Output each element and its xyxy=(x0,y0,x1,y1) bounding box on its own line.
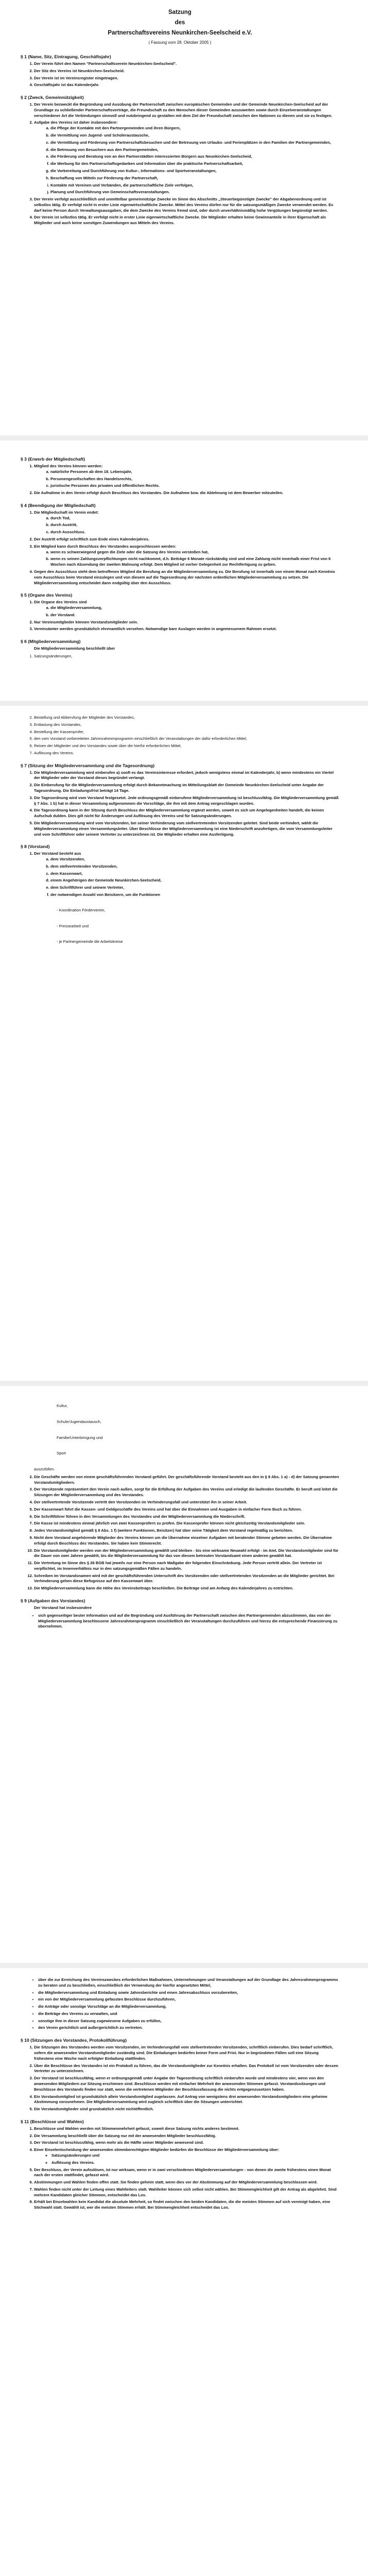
list-item-text: Der Vorstand besteht aus xyxy=(34,851,81,856)
section-heading-4: § 4 (Beendigung der Mitgliedschaft) xyxy=(21,502,96,508)
list-item: 6. Abstimmungen und Wahlen finden offen statt. Sie finden geheim statt, wenn dies vor der Abstimmung auf der Mitgliederversammlung beschlossen wird. xyxy=(34,2180,339,2185)
list-item: b. die Vermittlung von Jugend- und Schüleraustausche, xyxy=(50,133,339,139)
list-item: 5. Der Beschluss, der Verein aufzulösen, ist nur wirksam, wenn er in zwei verschiedenen Mitgliederversammlungen - von denen die zweite frühestens einen Monat nach der ersten stattfindet, gefasst wird. xyxy=(34,2167,339,2179)
role-item: Schule/Jugendaustausch, xyxy=(57,1419,101,1424)
list-item-text: Mitglied des Vereins können werden: xyxy=(34,464,103,468)
list-item: ◦ Auflösung des Vereins. xyxy=(51,2160,339,2166)
list-item: 3. Der Verein verfolgt ausschließlich und unmittelbar gemeinnützige Zwecke im Sinne des Abschnitts „Steuerbegünstigte Zwecke" der Abgabenordnung und ist selbstlos tätig. Er verfolgt nicht in erster Linie eigenwirtschaftliche Zwecke. Mittel des Vereins dürfen nur für die satzungsmäßigen Zwecke verwendet werden. Es darf keine Person durch Verwaltungsausgaben, die dem Zwecke des Vereins fremd sind, oder durch unverhältnismäßig hohe Vergütungen begünstigt werden. xyxy=(34,197,339,213)
list-item: a. wenn es schwerwiegend gegen die Ziele oder die Satzung des Vereins verstoßen hat, xyxy=(50,550,339,555)
list-item: 2. Über die Beschlüsse des Vorstandes ist ein Protokoll zu führen, das die Vorstandsmitglieder zur Kenntnis erhalten. Das Protokoll ist vom Vorsitzenden oder dessen Vertreter zu unterzeichnen. xyxy=(34,2063,339,2075)
list-item: 1. Satzungsänderungen, xyxy=(34,654,339,659)
list-item: 2. Der Sitz des Vereins ist Neunkirchen-Seelscheid. xyxy=(34,69,339,74)
section-6-intro: Die Mitgliederversammlung beschließt über xyxy=(34,646,115,651)
document-page-1 xyxy=(0,0,368,435)
list-item: a. natürliche Personen ab dem 18. Lebensjahr, xyxy=(50,469,339,475)
section-heading-3: § 3 (Erwerb der Mitgliedschaft) xyxy=(21,456,85,462)
section-heading-1: § 1 (Name, Sitz, Eintragung, Geschäftsjahr) xyxy=(21,54,111,59)
role-item: Familie/Unterbringung und xyxy=(57,1435,103,1440)
section-5-list xyxy=(21,600,339,632)
list-item: • die Beiträge des Vereins zu verwalten, und xyxy=(38,2011,339,2017)
list-item: 10. Die Vorstandsmitglieder werden von der Mitgliederversammlung gewählt und bleiben - bis eine wirksame Neuwahl erfolgt - im Amt. Die Vorstandsmitglieder sind für die Dauer von zwei Jahren gewählt, bis die Mitgliederversammlung für das von diesem betreuten Vorstandsamt einen anderen gewählt hat. xyxy=(34,1548,339,1560)
list-item: • über die zur Erreichung des Vereinszweckes erforderlichen Maßnahmen, Unternehmungen und Veranstaltungen auf der Grundlage des Jahresrahmenprogramms zu beraten und zu beschließen, einschließlich der Verwendung der hierfür angesetzten Mittel, xyxy=(38,1977,339,1989)
list-item: • sich gegenseitiger bester Information und auf die Begründung und Ausführung der Partnerschaft zwischen den Partnergemeinden abzustimmen, das von der Mitgliederversammlung beschlossene Jahresrahmenprogramm einschließlich der Veranstaltungen durchzuführen und hierzu die entsprechende Finanzierung zu übernehmen. xyxy=(38,1613,339,1630)
document-title-line2: des xyxy=(174,20,185,26)
list-item-text: Einer Einzelentscheidung der anwesenden stimmberechtigten Mitglieder bedürfen die Beschlüsse der Mitgliederversammlung über: xyxy=(34,2147,279,2153)
section-heading-11: § 11 (Beschlüsse und Wahlen) xyxy=(21,2119,84,2124)
list-item: 2. Die Aufnahme in den Verein erfolgt durch Beschluss des Vorstandes. Die Aufnahme bzw. die Ablehnung ist dem Bewerber mitzuteilen. xyxy=(34,490,339,496)
list-item: 2. Die Versammlung beschließt über die Satzung nur mit der anwesenden Mitglieder beschlussfähig. xyxy=(34,2133,339,2139)
document-page-5 xyxy=(0,1968,368,2576)
list-item: 4. Der Verein ist selbstlos tätig. Er verfolgt nicht in erster Linie eigenwirtschaftliche Zwecke. Die Mitglieder erhalten keine Gewinnanteile in ihrer Eigenschaft als Mitglieder und auch keine sonstigen Zuwendungen aus Mitteln des Vereins. xyxy=(34,215,339,226)
list-item: 3. Entlastung des Vorstandes, xyxy=(34,722,339,728)
section-5-sublist xyxy=(34,605,339,618)
list-item: 2. Nur Vereinsmitglieder können Vorstandsmitglieder sein. xyxy=(34,620,339,625)
role-item: - je Partnergemeinde die Arbeitskreise xyxy=(57,939,123,944)
list-item-text: Die Organe des Vereins sind xyxy=(34,600,87,605)
list-item-text: Ein Mitglied kann durch Beschluss des Vorstandes ausgeschlossen werden: xyxy=(34,544,177,549)
section-8-list xyxy=(21,851,339,897)
list-item: 6. Die Schriftführer führen in den Versammlungen des Vorstandes und der Mitgliederversammlung die Niederschrift. xyxy=(34,1514,339,1520)
section-9-bullets-continued xyxy=(21,1977,339,2031)
list-item xyxy=(34,510,339,535)
role-item: - Koordination Förderverein, xyxy=(57,907,106,912)
list-item: e. dem Schriftführer und seinem Vertreter, xyxy=(50,885,339,891)
list-item: c. juristische Personen des privaten und öffentlichen Rechts. xyxy=(50,483,339,489)
section-4-sublist xyxy=(34,516,339,535)
list-item: 12. Schreiben im Vorstandsnamen wird mit der geschäftsführenden Unterschrift des Vorsitzenden oder stellvertretenden Vorsitzenden an die Mitglieder gerichtet. Bei Verhinderung gehen diese Befugnisse auf den Kassenwart über. xyxy=(34,1573,339,1585)
list-item: d. einem Angehörigen der Gemeinde Neunkirchen-Seelscheid, xyxy=(50,878,339,884)
role-item: - Pressearbeit und xyxy=(57,923,89,928)
list-item: 5. Die Vorstandsmitglieder sind grundsätzlich nicht nichtöffentlich. xyxy=(34,2107,339,2112)
section-7-list xyxy=(21,770,339,838)
list-item: b. wenn es seinen Zahlungsverpflichtungen nicht nachkommt, d.h. Beiträge 6 Monate rückständig sind und eine Zahlung nicht innerhalb einer Frist von 6 Wochen nach Absendung der zweiten Mahnung erfolgt. Dem Mitglied ist vorher Gelegenheit zur Rechtfertigung zu geben. xyxy=(50,556,339,568)
list-item: 13. Die Mitgliederversammlung kann die Höhe des Vereinsbeitrags beschließen. Die Beiträge sind am Anfang des Kalenderjahres zu entrichten. xyxy=(34,1586,339,1591)
list-item: 9. Nicht dem Vorstand angehörende Mitglieder des Vereins können um die Übernahme einzelner Aufgaben mit beratender Stimme gebeten werden. Die Übernahme erfolgt durch Beschluss des Vorstandes. Sie haben kein Stimmrecht. xyxy=(34,1535,339,1547)
list-item: f. die Werbung für den Partnerschaftsgedanken und Information über die praktische Partnerschaftsarbeit, xyxy=(50,161,339,167)
list-item xyxy=(34,851,339,897)
section-11-list xyxy=(21,2126,339,2211)
list-item: 4. Ein Vorstandsmitglied ist grundsätzlich allein Vorstandsmitglied zugelassen. Auf Antrag von wenigstens drei anwesenden Vorstandsmitgliedern eine geheime Abstimmung vorzunehmen. Die Mitgliederversammlung wird zugleich schriftlich über die Sitzungen unterrichtet. xyxy=(34,2094,339,2106)
list-item: • den Verein gerichtlich und außergerichtlich zu vertreten. xyxy=(38,2025,339,2031)
list-item: c. dem Kassenwart, xyxy=(50,871,339,877)
list-item: 2. Der Austritt erfolgt schriftlich zum Ende eines Kalenderjahres. xyxy=(34,537,339,543)
section-heading-7: § 7 (Sitzung der Mitgliederversammlung und die Tagesordnung) xyxy=(21,762,155,768)
list-item: c. durch Ausschluss. xyxy=(50,530,339,535)
section-11-dashes xyxy=(34,2153,339,2166)
section-heading-9: § 9 (Aufgaben des Vorstandes) xyxy=(21,1598,85,1603)
list-item: 4. Der stellvertretende Vorsitzende vertritt den Vorsitzenden im Verhinderungsfall und unterstützt ihn in seiner Arbeit. xyxy=(34,1500,339,1505)
list-item: 3. Vereinsämter werden grundsätzlich ehrenamtlich versehen. Notwendige bare Auslagen werden in angemessenem Rahmen ersetzt. xyxy=(34,626,339,632)
list-item: 11. Die Vertretung im Sinne des § 26 BGB hat jeweils nur eine Person nach Maßgabe der folgenden Einschränkung. Jede Person vertritt allein. Der Vertreter ist verpflichtet, im Innenverhältnis nur in den satzungsgemäßen Fällen zu handeln. xyxy=(34,1561,339,1572)
list-item: 7. Wahlen finden nicht unter der Leitung eines Wahlleiters statt. Wahlleiter können sich selbst nicht wählen. Bei Stimmengleichheit gilt der Antrag als abgelehnt. Sind mehrere Kandidaten gleicher Stimmen, entscheidet das Los. xyxy=(34,2187,339,2198)
document-page-3 xyxy=(0,706,368,1381)
list-item: c. die Vermittlung und Förderung von Partnerschaftsbesuchen und der Betreuung von Urlaubs- und Ferienplätzen in den Familien der Partnergemeinden, xyxy=(50,140,339,146)
list-item: d. die Betreuung von Besuchern aus den Partnergemeinden, xyxy=(50,147,339,153)
list-item: • sonstige Ihm in dieser Satzung zugewiesene Aufgaben zu erfüllen, xyxy=(38,2019,339,2024)
roles-suffix: auszufüllen. xyxy=(34,1467,55,1472)
list-item: • die Mitgliederversammlung und Einladung sowie Jahresberichte und einen Jahresabschluss vorzubereiten, xyxy=(38,1990,339,1996)
list-item xyxy=(34,464,339,489)
section-10-list xyxy=(21,2045,339,2112)
list-item: 4. Gegen den Ausschluss steht dem betroffenen Mitglied die Berufung an die Mitgliederversammlung zu. Die Berufung ist innerhalb von einem Monat nach Kenntnis vom Ausschluss beim Vorstand einzulegen und von diesem auf die Tagesordnung der nächsten ordentlichen Mitgliederversammlung zu setzen. Die Mitgliederversammlung entscheidet dann endgültig über den Ausschluss. xyxy=(34,569,339,586)
list-item: 1. Die Mitgliederversammlung wird einberufen a) sooft es das Vereinsinteresse erfordert, jedoch wenigstens einmal im Kalenderjahr, b) wenn mindestens ein Viertel der Mitglieder oder der Vorstand dieses begründet verlangt. xyxy=(34,770,339,782)
section-1-list xyxy=(21,61,339,88)
section-2-list xyxy=(21,102,339,226)
list-item: 8. Jedes Vorstandsmitglied gemäß § 8 Abs. 1 f) (weitere Funktionen, Beisitzer) hat über seine Tätigkeit dem Vorstand regelmäßig zu berichten. xyxy=(34,1528,339,1534)
role-item: Sport xyxy=(57,1451,66,1456)
list-item: b. dem stellvertretenden Vorsitzenden, xyxy=(50,864,339,870)
list-item: 1. Beschlüsse und Wahlen werden mit Stimmenmehrheit gefasst, soweit diese Satzung nichts anderes bestimmt. xyxy=(34,2126,339,2132)
document-version: ( Fassung vom 28. Oktober 2005 ) xyxy=(148,40,212,45)
list-item: a. dem Vorsitzenden, xyxy=(50,857,339,862)
list-item: b. Personengesellschaften des Handelsrechts, xyxy=(50,477,339,482)
list-item: 2. Die Geschäfte werden von einem geschäftsführenden Vorstand geführt. Der geschäftsführende Vorstand besteht aus den in § 8 Abs. 1 a) - d) der Satzung genannten Vorstandsmitgliedern. xyxy=(34,1475,339,1486)
section-3-sublist xyxy=(34,469,339,489)
list-item: 1. Der Verein bezweckt die Begründung und Ausübung der Partnerschaft zwischen europäischen Gemeinden und der Gemeinde Neunkirchen-Seelscheid auf der Grundlage zu schließender Partnerschaftsverträge, die Freundschaft zu den Menschen dieser Gemeinden auszuweiten sowie durch Einzelveranstaltungen verschiedener Art die Verbindungen sinnvoll und nutzbringend zu gestalten mit dem Ziel der Freundschaft zwischen den Nationen zu dienen und sie zu festigen. xyxy=(34,102,339,118)
section-8-list-continued xyxy=(21,1475,339,1591)
list-item: 2. Die Einberufung für die Mitgliederversammlung erfolgt durch Bekanntmachung im Mitteilungsblatt der Gemeinde Neunkirchen-Seelscheid unter Angabe der Tagesordnung. Die Einladungsfrist beträgt 14 Tage. xyxy=(34,783,339,794)
list-item: 4. Bestellung der Kassenprüfer, xyxy=(34,730,339,735)
document-title-line3: Partnerschaftsvereins Neunkirchen-Seelscheid e.V. xyxy=(108,30,252,36)
document-page-2 xyxy=(0,440,368,701)
section-4-sublist-2 xyxy=(34,550,339,568)
section-heading-6: § 6 (Mitgliederversammlung) xyxy=(21,639,81,645)
list-item: 3. Der Verein ist im Vereinsregister eingetragen. xyxy=(34,76,339,81)
document-title-line1: Satzung xyxy=(168,9,191,15)
list-item: 1. Die Sitzungen des Vorstandes werden vom Vorsitzenden, im Verhinderungsfall vom stellvertretenden Vorsitzenden, schriftlich einberufen. Dies bedarf schriftlich, sofern die anwesenden Vorstandsmitglieder zuständig sind. Die Einladungen bedürfen keiner Form und Frist. Nur in begründeten Fällen soll eine Sitzung frühestens eine Woche nach erfolgter Einladung stattfinden. xyxy=(34,2045,339,2061)
list-item: e. die Förderung und Beratung von an den Partnerstädten interessierten Bürgern aus Neunkirchen-Seelscheid, xyxy=(50,154,339,160)
list-item: j. Planung und Durchführung von Gemeinschaftsveranstaltungen. xyxy=(50,190,339,195)
list-item: 7. Die Kasse ist mindestens einmal jährlich von zwei Kassenprüfern zu prüfen. Die Kassenprüfer können nicht gleichzeitig Vorstandsmitglieder sein. xyxy=(34,1521,339,1527)
list-item xyxy=(34,120,339,195)
section-2-sublist xyxy=(34,126,339,195)
list-item xyxy=(34,600,339,618)
section-4-list xyxy=(21,510,339,586)
list-item: 6. Reisen der Mitglieder und des Vorstandes sowie über die hierfür erforderlichen Mittel, xyxy=(34,743,339,749)
list-item: 5. Die Mitgliederversammlung wird vom Vorsitzenden, bei seiner Verhinderung vom stellvertretenden Vorsitzenden geleitet. Sind beide verhindert, wählt die Mitgliederversammlung einen Versammlungsleiter. Über Beschlüsse der Mitgliederversammlung ist eine Niederschrift anzufertigen, die vom Versammlungsleiter und vom Schriftführer oder seinem Vertreter zu unterzeichnen ist. Die Mitglieder erhalten eine Ausfertigung. xyxy=(34,821,339,837)
list-item: h. Beschaffung von Mitteln zur Förderung der Partnerschaft, xyxy=(50,176,339,181)
list-item-text: Die Mitgliedschaft im Verein endet: xyxy=(34,510,99,515)
document-page-4 xyxy=(0,1386,368,1963)
list-item: 2. Bestellung und Abberufung der Mitglieder des Vorstandes, xyxy=(34,715,339,721)
list-item: • ein von der Mitgliederversammlung gefassten Beschlüsse durchzuführen, xyxy=(38,1997,339,2003)
list-item xyxy=(34,2147,339,2165)
list-item: g. die Vorbereitung und Durchführung von Kultur-, Informations- und Sportveranstaltungen, xyxy=(50,168,339,174)
role-item: Kultur, xyxy=(57,1403,68,1408)
list-item: f. der notwendigen Anzahl von Beisitzern, um die Funktionen xyxy=(50,892,339,898)
list-item: ◦ Satzungsänderungen und xyxy=(51,2153,339,2159)
list-item: i. Kontakte mit Vereinen und Verbänden, die partnerschaftliche Ziele verfolgen, xyxy=(50,183,339,189)
section-heading-10: § 10 (Sitzungen des Vorstandes, Protokollführung) xyxy=(21,2038,127,2043)
list-item xyxy=(34,544,339,568)
list-item: • die Anträge oder sonstige Vorschläge an die Mitgliederversammlung, xyxy=(38,2004,339,2010)
list-item: a. die Pflege der Kontakte mit den Partnergemeinden und ihren Bürgern, xyxy=(50,126,339,131)
section-3-list xyxy=(21,464,339,496)
list-item: 3. Die Tagesordnung wird vom Vorstand festgesetzt. Jede ordnungsgemäß einberufene Mitgliederversammlung ist beschlussfähig. Die Mitgliederversammlung gemäß § 7 Abs. 1 b) hat in dieser Versammlung aufgenommen die Vorschläge, die ihm mit dem Antrag vorgeschlagen wurden. xyxy=(34,795,339,807)
list-item: 4. Die Tagesordnung kann in der Sitzung durch Beschluss der Mitgliederversammlung ergänzt werden, soweit es sich um Angelegenheiten handelt, die keinen Aufschub dulden. Dies gilt nicht für Änderungen und Auflösung des Vereins und für Satzungsänderungen. xyxy=(34,808,339,819)
section-9-bullets xyxy=(21,1613,339,1630)
list-item: b. der Vorstand. xyxy=(50,613,339,618)
list-item: 5. Der Kassenwart führt die Kassen- und Geldgeschäfte des Vereins und hat über die Einnahmen und Ausgaben in einfacher Form Buch zu führen. xyxy=(34,1507,339,1513)
section-9-intro: Der Vorstand hat insbesondere xyxy=(34,1605,92,1610)
list-item: 3. Der Vorstand ist beschlussfähig, wenn mehr als die Hälfte seiner Mitglieder anwesend sind. xyxy=(34,2140,339,2146)
section-6-list xyxy=(21,654,339,659)
list-item: 3. Der Vorstand ist beschlussfähig, wenn er ordnungsgemäß unter Angabe der Tagesordnung schriftlich einberufen wurde und mindestens vier, wenn von den anwesenden Mitgliedern zur Sitzung erschienen sind. Beschlüsse werden mit einfacher Mehrheit der anwesenden Stimmen gefasst. Vorstandssitzungen und Beschlüsse des Vorstands finden nur statt, wenn die vertretenen Mitglieder der Beschlussfassung die nichts entgegenzusetzen haben. xyxy=(34,2076,339,2092)
list-item-text: Aufgabe des Vereins ist daher insbesondere: xyxy=(34,120,118,125)
list-item: 1. Der Verein führt den Namen "Partnerschaftsverein Neunkirchen-Seelscheid". xyxy=(34,61,339,67)
list-item: b. durch Austritt, xyxy=(50,522,339,528)
list-item: 3. Der Vorsitzende repräsentiert den Verein nach außen, sorgt für die Erfüllung der Aufgaben des Vereins und erledigt die laufenden Geschäfte. Er beruft und leitet die Sitzungen der Mitgliederversammlung und des Vorstandes. xyxy=(34,1487,339,1498)
list-item: 4. Geschäftsjahr ist das Kalenderjahr. xyxy=(34,82,339,88)
list-item: 5. den vom Vorstand vorbereiteten Jahresrahmenprogramm einschließlich der Veranstaltungen der dafür erforderlichen Mittel, xyxy=(34,736,339,742)
section-heading-5: § 5 (Organe des Vereins) xyxy=(21,592,73,598)
section-heading-2: § 2 (Zweck, Gemeinnützigkeit) xyxy=(21,95,84,100)
section-6-list-continued xyxy=(21,715,339,756)
list-item: a. die Mitgliederversammlung, xyxy=(50,605,339,611)
section-8-sublist xyxy=(34,857,339,898)
list-item: a. durch Tod, xyxy=(50,516,339,521)
list-item: 7. Auflösung des Vereins. xyxy=(34,751,339,756)
section-heading-8: § 8 (Vorstand) xyxy=(21,844,50,850)
list-item: 8. Erhält bei Einzelwahlen kein Kandidat die absolute Mehrheit, so findet zwischen den beiden Kandidaten, die die meisten Stimmen auf sich vereinigt haben, eine Stichwahl statt. Gewählt ist, wer die meisten Stimmen erhält. Bei Stimmengleichheit entscheidet das Los. xyxy=(34,2199,339,2211)
